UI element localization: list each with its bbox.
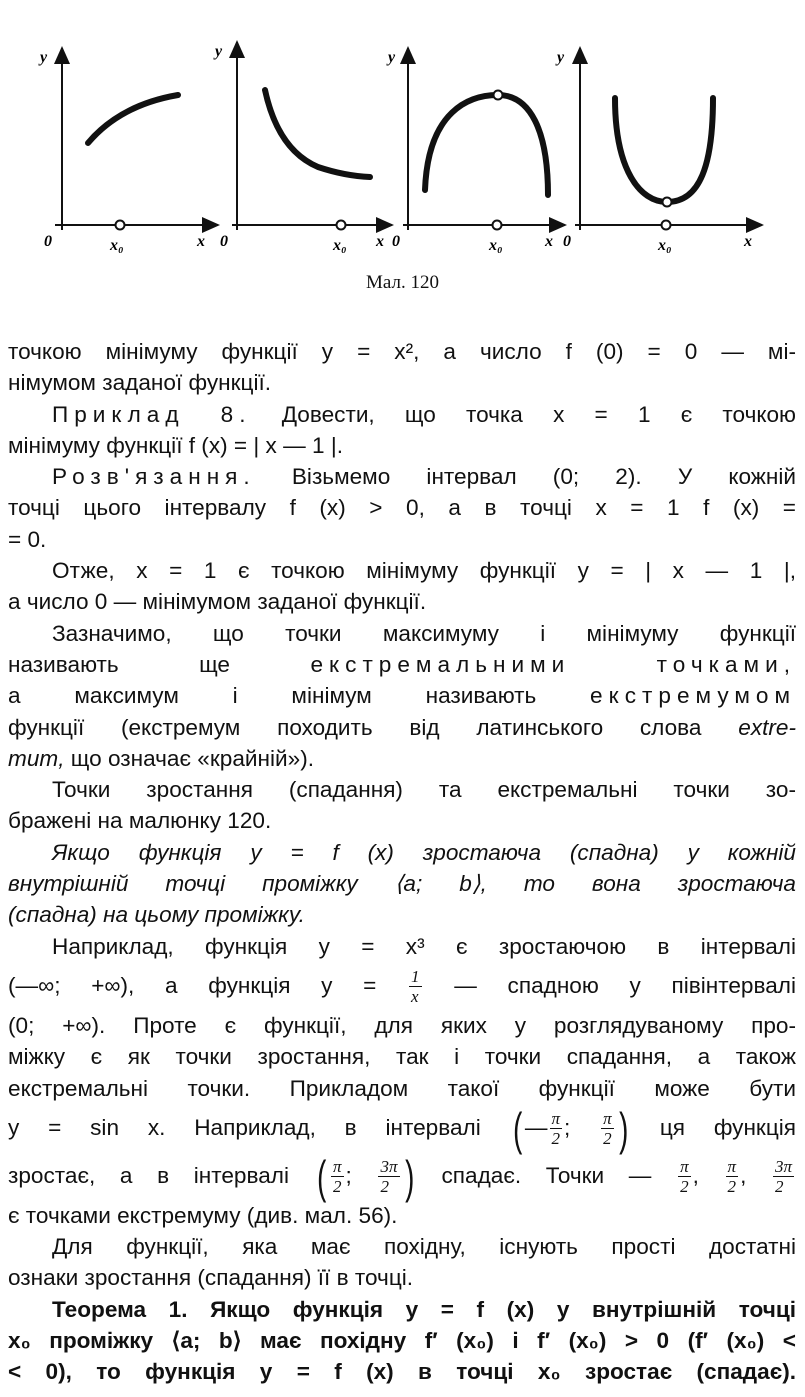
text-span: Довести, що точка x = 1 є точкою [281,401,796,427]
denominator: x [411,987,419,1007]
text-line: Зазначимо, що точки максимуму і мінімуму функції [52,620,796,646]
text-line: Для функції, яка має похідну, існують прості достатні [52,1234,796,1260]
denominator: 2 [603,1129,612,1149]
text-line: = 0. [8,526,47,552]
curve [425,95,548,195]
denominator: 2 [333,1177,342,1197]
text-line [8,1150,796,1203]
text-line: міжку є як точки зростання, так і точки спадання, а також [8,1044,796,1070]
numerator: 3π [775,1157,793,1177]
graph-maximum [386,48,565,254]
curve [615,98,713,202]
numerator: 3π [380,1157,398,1177]
separator: , [692,1162,699,1188]
text-span: ця функція [659,1114,797,1140]
text-span: спадає. Точки — [441,1162,652,1188]
interval-pi2-3pi2: ( $\frac{\pi}{2}$ ; $\frac{3\pi}{2}$ ) [316,1150,414,1203]
x0-marker [493,221,502,230]
solution-label: Розв'язання. [52,464,256,490]
fraction-3pi-over-2 [773,1157,794,1196]
denominator: 2 [680,1177,689,1197]
origin-label: 0 [392,233,400,250]
curve [265,90,370,177]
text-line: Точки зростання (спадання) та екстремальні точки зо- [52,777,796,803]
figure-120 [0,0,805,300]
min-point [663,198,672,207]
text-span: називають ще [8,651,230,677]
term-extremum: екстремумом [590,683,796,709]
y-axis-label: y [557,49,565,66]
max-point [494,91,503,100]
x0-marker [662,221,671,230]
text-line [8,743,796,774]
fraction-pi-over-2 [331,1157,344,1196]
separator: ; [345,1162,352,1188]
fraction-pi-over-2 [726,1157,739,1196]
numerator: π [333,1157,342,1177]
paragraph-conclusion [8,555,796,618]
fraction-pi-over-2 [550,1109,563,1148]
numerator: π [680,1157,689,1177]
fraction-1-over-x [409,967,422,1006]
curve [88,95,178,143]
theorem-1 [8,1294,796,1388]
text-line [8,712,796,743]
origin-label: 0 [563,233,571,250]
term-extremal-points: екстремальними точками, [310,651,796,677]
text-line [8,1102,797,1155]
text-line: Отже, x = 1 є точкою мінімуму функції y = | x — 1 |, [52,558,796,584]
text-line: (0; +∞). Проте є функції, для яких у розглядуваному про- [8,1012,796,1038]
fraction-pi-over-2 [601,1109,614,1148]
text-line [8,649,796,680]
x0-label: x₀ [658,237,672,254]
text-span: функції (екстремум походить від латинського слова [8,714,702,740]
y-axis-label: y [215,43,223,60]
paragraph-examples [8,931,796,1232]
text-line: x₀ проміжку ⟨a; b⟩ має похідну f′ (x₀) і f′ (x₀) > 0 (f′ (x₀) < [8,1328,796,1354]
denominator: 2 [380,1177,389,1197]
text-line: Наприклад, функція y = x³ є зростаючою в інтервалі [52,933,796,959]
numerator: π [727,1157,737,1177]
text-line: Якщо функція y = f (x) зростаюча (спадна) у кожній [52,839,796,865]
x-axis-label: x [197,233,205,250]
text-line: є точками екстремуму (див. мал. 56). [8,1202,398,1228]
paragraph-1 [8,336,796,399]
statement [8,837,796,931]
text-line [8,962,796,1010]
paragraph-extremum [8,618,796,774]
latin-word: mum, [8,745,65,771]
minus-sign: — [524,1114,548,1140]
text-span: — спадною у півінтервалі [454,972,796,998]
numerator: 1 [411,967,420,987]
y-axis-label: y [388,49,396,66]
example-label: Приклад 8. [52,401,252,427]
text-line: німумом заданої функції. [8,370,272,396]
x0-marker [337,221,346,230]
fraction-3pi-over-2 [378,1157,399,1196]
text-line [8,399,796,430]
separator: , [740,1162,747,1188]
numerator: π [551,1109,561,1129]
interval-minus-pi2-pi2: ( — $\frac{\pi}{2}$ ; $\frac{\pi}{2}$ ) [512,1102,628,1155]
denominator: 2 [551,1129,560,1149]
x0-marker [116,221,125,230]
fraction-pi-over-2 [678,1157,691,1196]
text-line: (спадна) на цьому проміжку. [8,902,305,928]
x0-label: x₀ [110,237,124,254]
denominator: 2 [775,1177,784,1197]
text-line: а число 0 — мінімумом заданої функції. [8,589,427,615]
text-line: < 0), то функція y = f (x) в точці x₀ зростає (спадає). [8,1359,796,1385]
latin-word: extre- [738,714,797,740]
graph-decreasing [213,42,392,254]
y-axis-label: y [40,49,48,66]
denominator: 2 [727,1177,737,1197]
solution [8,461,796,555]
graph-increasing [38,48,218,254]
text-line: Теорема 1. Якщо функція y = f (x) у внутрішній точці [52,1296,796,1322]
text-line: ознаки зростання (спадання) її в точці. [8,1265,414,1291]
paragraph-sufficient-conditions [8,1231,796,1294]
text-span: що означає «крайній»). [70,745,314,771]
text-span: (—∞; +∞), а функція y = [8,972,377,998]
text-span: y = sin x. Наприклад, в інтервалі [8,1114,481,1140]
x-axis-label: x [376,233,384,250]
example-8 [8,399,796,462]
text-line: екстремальні точки. Прикладом такої функції може бути [8,1075,796,1101]
page-text [8,336,796,1388]
text-line [8,461,796,492]
paragraph-figure-ref [8,774,796,837]
text-line: внутрішній точці проміжку ⟨a; b⟩, то вона зростаюча [8,871,796,897]
text-span: а максимум і мінімум називають [8,683,537,709]
text-line: мінімуму функції f (x) = | x — 1 |. [8,432,343,458]
text-line: бражені на малюнку 120. [8,808,272,834]
origin-label: 0 [44,233,52,250]
separator: ; [564,1114,571,1140]
text-span: Візьмемо інтервал (0; 2). У кожній [291,464,797,490]
figure-caption: Мал. 120 [366,272,439,293]
x-axis-label: x [744,233,752,250]
graph-minimum [555,48,762,254]
x0-label: x₀ [333,237,347,254]
text-line: точкою мінімуму функції y = x², а число f (0) = 0 — мі- [8,339,796,364]
x0-label: x₀ [489,237,503,254]
text-span: зростає, а в інтервалі [8,1162,290,1188]
origin-label: 0 [220,233,228,250]
text-line: точці цього інтервалу f (x) > 0, а в точці x = 1 f (x) = [8,495,796,521]
text-line [8,680,796,711]
numerator: π [603,1109,612,1129]
x-axis-label: x [545,233,553,250]
